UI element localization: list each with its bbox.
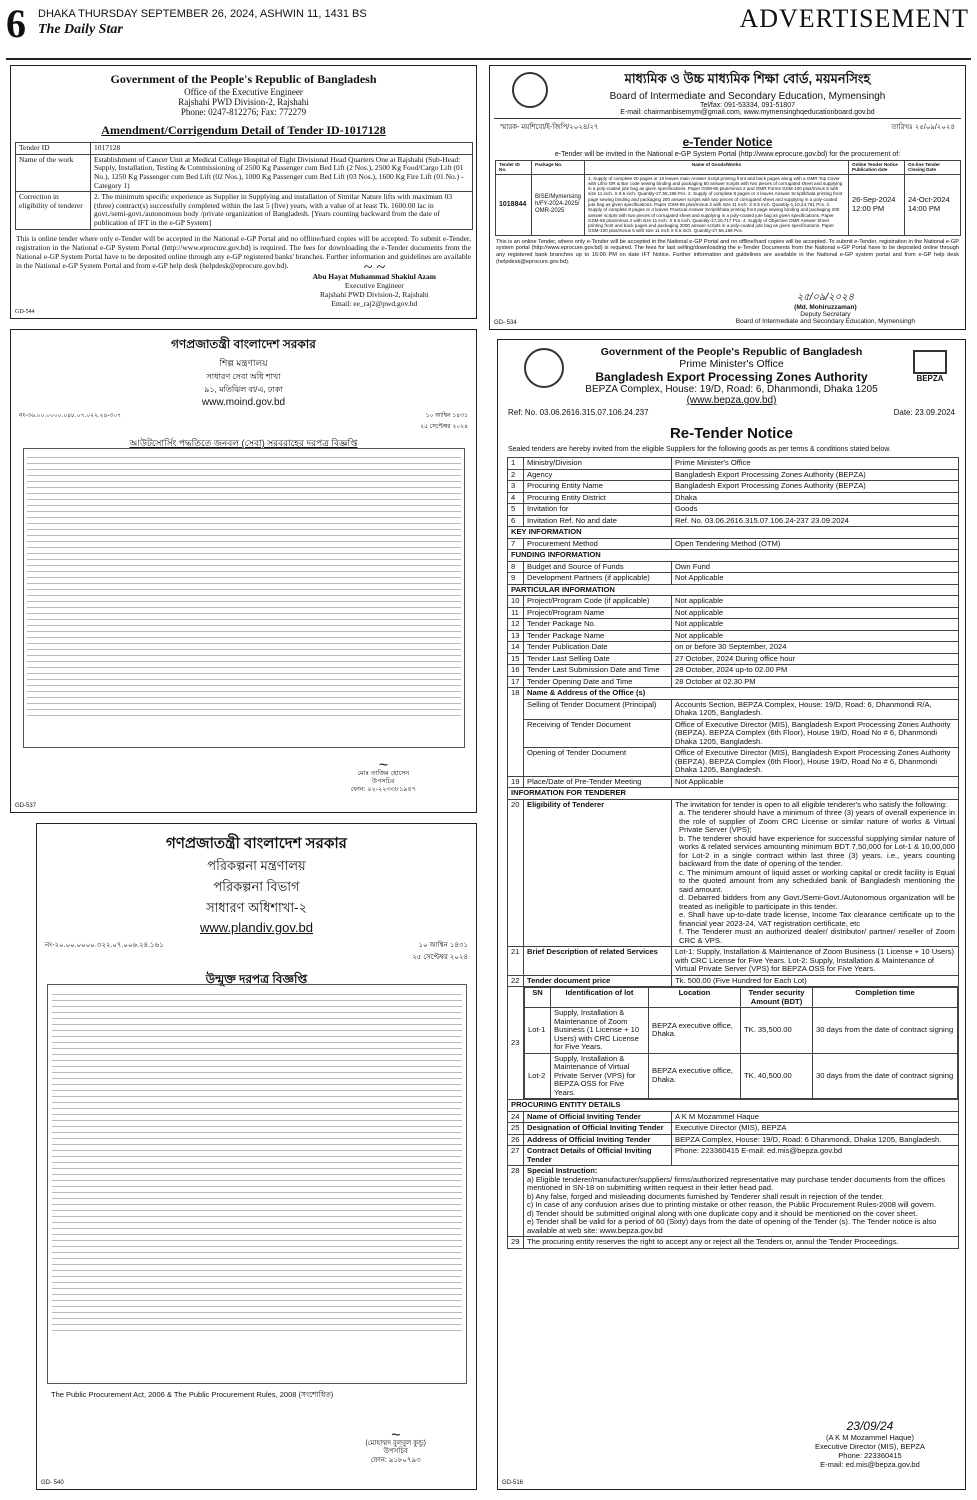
row-value: 2. The minimum specific experience as Supplier in Supplying and installation of Similar Nature lifts with maximum 03 (three) contract(s) successfully completed within the last 5 (five) years, with a value of at least Tk. 1600.00 lac in govt./semi-govt./autonomous body /private organization of Bangladesh. [Years counting backward from the date of publication of IFT in the e-GP System] xyxy=(91,192,473,230)
bepza-tender-table xyxy=(507,457,959,1249)
row-value: The procuring entity reserves the right to accept any or reject all the Tenders or, annul the Tender Proceedings. xyxy=(524,1237,959,1249)
row-value: 28 October, 2024 up-to 02.00 PM xyxy=(672,665,959,677)
row-number: 6 xyxy=(508,515,524,527)
table-row xyxy=(508,458,959,470)
table-row: 18 Name & Address of the Office (s) xyxy=(508,688,959,700)
ad-intro: Sealed tenders are hereby invited from the eligible Suppliers for the following goods as per terms & conditions stated below. xyxy=(508,446,891,453)
table-row: 29 The procuring entity reserves the right to accept any or reject all the Tenders or, annul the Tender Proceedings. xyxy=(508,1237,959,1249)
row-value: Bangladesh Export Processing Zones Authority (BEPZA) xyxy=(672,469,959,481)
ad-branch: সাধারণ সেবা অধি শাখা xyxy=(206,372,281,381)
row-number: 4 xyxy=(508,492,524,504)
row-value: 1017128 xyxy=(91,143,473,155)
date-bn: ১০ আশ্বিন ১৪৩১ xyxy=(418,942,468,949)
signature-block xyxy=(815,1419,925,1469)
instruction-item: c) In case of any confusion arises due to printing mistake or other reason, the Public Procurement Rules-2008 will govern. xyxy=(527,1200,937,1209)
row-value: Goods xyxy=(672,504,959,516)
row-key: Eligibility of Tenderer xyxy=(524,799,672,947)
row-number: 11 xyxy=(508,607,524,619)
ad-ref: Ref: No. 03.06.2616.315.07.106.24.237 xyxy=(508,408,649,417)
row-number: 2 xyxy=(508,469,524,481)
tender-id: 1018844 xyxy=(496,174,532,235)
table-row xyxy=(525,1008,958,1054)
row-key: Agency xyxy=(524,469,672,481)
table-row xyxy=(508,748,959,777)
sign-org: Board of Intermediate and Secondary Education, Mymensingh xyxy=(735,318,915,326)
table-row xyxy=(508,776,959,788)
eligibility-intro: The invitation for tender is open to all eligible tenderer's who satisfy the following: xyxy=(675,799,948,809)
sign-title: Deputy Secretary xyxy=(800,310,851,318)
header-rule xyxy=(6,58,971,60)
lot-location: BEPZA executive office, Dhaka. xyxy=(649,1008,741,1054)
sign-title: উপসচিব xyxy=(371,777,395,785)
ad-phone: Phone: 0247-812276; Fax: 772279 xyxy=(180,107,307,117)
row-key: Name of Official Inviting Tender xyxy=(524,1111,672,1123)
notice-title: e-Tender Notice xyxy=(682,135,773,149)
ad-code: GD-516 xyxy=(502,1480,524,1486)
row-key: Address of Official Inviting Tender xyxy=(524,1134,672,1146)
table-row xyxy=(508,1123,959,1135)
ad-division: Rajshahi PWD Division-2, Rajshahi xyxy=(178,97,309,107)
ad-note: This is online tender where only e-Tender will be accepted in the National e-GP Portal and no offline/hard copies will be accepted. To submit e-Tender, registration in the National e-GP System Portal (http://www.eprocure.gov.bd) is required. The fees for downloading the e-Tender documents from the National e-GP System Portal have to be deposited online through any e-GP registered banks' branches. Further information and guidelines are available in the National e-GP System Portal and from e-GP help desk (helpdesk@eprocure.gov.bd). xyxy=(16,233,471,270)
row-key: Procuring Entity Name xyxy=(524,481,672,493)
sign-title: উপসচিব xyxy=(383,1448,408,1456)
table-row xyxy=(508,1111,959,1123)
col-header: Online Tender Notice Publication date xyxy=(849,161,905,175)
ad-title: Re-Tender Notice xyxy=(669,425,794,442)
pub-date: 26-Sep-2024 12:00 PM xyxy=(849,174,905,235)
row-value: Not Applicable xyxy=(672,573,959,585)
eligibility-item: a. The tenderer should have a minimum of three (3) years of overall experience in the role of supplier of Zoom CRC License or similar nature of works & Virtual Private Server (VPS); xyxy=(679,808,955,834)
row-number: 1 xyxy=(508,458,524,470)
ad-address: ৯১, মতিঝিল বা/এ, ঢাকা xyxy=(204,385,283,394)
bepza-logo-icon xyxy=(913,350,947,374)
section-heading: PARTICULAR INFORMATION xyxy=(508,584,959,596)
board-title-bn: মাধ্যমিক ও উচ্চ মাধ্যমিক শিক্ষা বোর্ড, ময়মনসিংহ xyxy=(624,71,871,86)
col-header: SN xyxy=(525,988,551,1008)
lot-amount: TK. 40,500.00 xyxy=(741,1053,813,1099)
sign-phone: ফোন: ০২-২২৩৩৮১৯৫৭ xyxy=(350,785,416,793)
row-key: Tender Package No. xyxy=(524,619,672,631)
board-title-en: Board of Intermediate and Secondary Education, Mymensingh xyxy=(609,91,886,102)
table-row xyxy=(508,538,959,550)
lot-sn: Lot-2 xyxy=(525,1053,551,1099)
date-en: ২৫ সেপ্টেম্বর ২০২৪ xyxy=(412,954,468,961)
close-date: 24-Oct-2024 14:00 PM xyxy=(905,174,961,235)
table-row xyxy=(508,573,959,585)
dateline: DHAKA THURSDAY SEPTEMBER 26, 2024, ASHWIN 11, 1431 BS xyxy=(38,8,367,20)
row-key: Tender document price xyxy=(524,975,672,987)
table-row xyxy=(508,561,959,573)
row-value: Not Applicable xyxy=(672,776,959,788)
sign-title: Executive Director (MIS), BEPZA xyxy=(814,1442,925,1451)
signature-block xyxy=(736,292,915,326)
board-telfax: Tel/fax: 091-53334, 091-51807 xyxy=(700,102,795,109)
notice-intro: e-Tender will be invited in the National e-GP System Portal (http://www.eprocure.gov.bd) for the procurement of: xyxy=(554,151,901,158)
col-header: Tender ID No. xyxy=(496,161,532,175)
board-logo-icon xyxy=(512,72,548,108)
row-key: Tender Publication Date xyxy=(524,642,672,654)
row-number: 7 xyxy=(508,538,524,550)
eligibility-item: d. Debarred bidders from any Govt./Semi-Govt./Autonomous organization will be treated as ineligible to participate in this tender. xyxy=(679,893,955,911)
row-value: Not applicable xyxy=(672,619,959,631)
lot-completion: 30 days from the date of contract signing xyxy=(813,1053,958,1099)
row-value: Establishment of Cancer Unit at Medical College Hospital of Eight Divisional Head Quarters One at Rajshahi (Sub-Head: Supply, Installation, Testing & Commissioning of 2500 Kg Passenger cum Bed Lift (2 Nos.), 2500 Kg Food/Cargo Lift (01 No.), 1250 Kg Passenger cum Bed Lift (02 Nos.), 1000 Kg Passenger cum Bed Lift (03 Nos.), 1600 Kg Fire Lift (01 No.) - Category 1) xyxy=(91,154,473,192)
table-row xyxy=(508,630,959,642)
ad-org: Government of the People's Republic of Bangladesh xyxy=(110,72,377,86)
signature-mark: ~ ~ xyxy=(363,259,385,276)
ad-ministry: শিল্প মন্ত্রণালয় xyxy=(219,358,268,368)
sign-phone: ফোন: ৯১৮০৭৯৩ xyxy=(370,1456,421,1464)
table-row xyxy=(508,469,959,481)
row-value: Own Fund xyxy=(672,561,959,573)
table-row: 20 Eligibility of Tenderer The invitation for tender is open to all eligible tenderer's who satisfy the following: a. The tenderer should have a minimum of three (3) years of overall experience in the role of supplier of Zoom CRC License or similar nature of works & Virtual Private Server (VPS); b. The tenderer should have experience for successful supplying similar nature of works & related services amounting minimum BDT 7,50,000 for Lot-1 & 10,00,000 for Lot-2 in a single contract within last three (3) years. i.e., years counting backward from the date of opening of the tender. c. The minimum amount of liquid asset or working capital or credit facility is Equal to the quoted amount from any scheduled bank of Bangladesh mentioning the said amount. d. Debarred bidders from any Govt./Semi-Govt./Autonomous organization will be treated as ineligible to participate in this tender. e. Shall have up-to-date trade license, Income Tax clearance certificate up to the financial year 2023-24, VAT registration certificate, etc f. The Tenderer must an authorized dealer/ distributor/ partner/ reseller of Zoom CRC & VPS. xyxy=(508,799,959,947)
ad-division: পরিকল্পনা বিভাগ xyxy=(213,879,300,894)
table-row: 21 Brief Description of related Services Lot-1: Supply, Installation & Maintenance of Zoom Business (1 License + 10 Users) with CRC License for Five Years. Lot-2: Supply, Installation & Maintenance of Virtual Private Server (VPS) for BEPZA OSS for Five Years. xyxy=(508,947,959,976)
table-row xyxy=(508,676,959,688)
ad-title: Amendment/Corrigendum Detail of Tender ID-1017128 xyxy=(101,123,386,137)
row-key: Name & Address of the Office (s) xyxy=(524,688,959,700)
eligibility-item: e. Shall have up-to-date trade license, Income Tax clearance certificate up to the financial year 2023-24, VAT registration certificate, etc xyxy=(679,910,955,928)
table-row xyxy=(508,607,959,619)
ad-org: গণপ্রজাতন্ত্রী বাংলাদেশ সরকার xyxy=(166,835,347,852)
bepza-logo-text: BEPZA xyxy=(916,374,944,383)
ad-ministry: পরিকল্পনা মন্ত্রণালয় xyxy=(207,858,306,873)
table-row: 22 Tender document price Tk. 500.00 (Five Hundred for Each Lot) xyxy=(508,975,959,987)
row-value: A K M Mozammel Haque xyxy=(672,1111,959,1123)
row-value: Not applicable xyxy=(672,596,959,608)
lot-identification: Supply, Installation & Maintenance of Virtual Private Server (VPS) for BEPZA OSS for Five Years. xyxy=(551,1053,649,1099)
ad-web: www.moind.gov.bd xyxy=(201,397,286,408)
ad-memo: নং-২০.০০.০০০০.৩২২.০৭.০০৬.২৪.১৬১ xyxy=(45,942,164,949)
sign-office: Rajshahi PWD Division-2, Rajshahi xyxy=(319,290,429,299)
ad-bepza xyxy=(497,339,966,1490)
table-row xyxy=(508,596,959,608)
page-header xyxy=(0,0,977,62)
row-key: Special Instruction: xyxy=(527,1166,598,1175)
col-header: Identification of lot xyxy=(551,988,649,1008)
row-key: Tender Package Name xyxy=(524,630,672,642)
row-key: Project/Program Name xyxy=(524,607,672,619)
ad-web: (www.bepza.gov.bd) xyxy=(686,395,777,406)
row-number: 9 xyxy=(508,573,524,585)
instruction-item: a) Eligible tenderer/manufacturer/suppliers/ firms/authorized representative may purchase tender documents from the offices mentioned in SN-18 on submitting written request in their letter head pad. xyxy=(527,1174,946,1192)
col-header: Name of Goods/Works xyxy=(585,161,849,175)
table-row xyxy=(508,1146,959,1166)
table-row xyxy=(525,1053,958,1099)
signature-block: ~ (মোহাম্মদ বুলবুল কুন্ডু) উপসচিব ফোন: ৯১৮০৭৯৩ xyxy=(365,1427,426,1464)
row-key: Invitation for xyxy=(524,504,672,516)
package-no: BISE/Mymensing h/FY-2024-2025/ OMR-2025 xyxy=(532,174,585,235)
lot-location: BEPZA executive office, Dhaka. xyxy=(649,1053,741,1099)
row-key: Tender Opening Date and Time xyxy=(524,676,672,688)
section-heading: KEY INFORMATION xyxy=(508,527,959,539)
ad-branch: সাধারণ অধিশাখা-২ xyxy=(206,900,307,915)
bepza-logo xyxy=(913,350,947,383)
row-number: 10 xyxy=(508,596,524,608)
row-value: Dhaka xyxy=(672,492,959,504)
sign-phone: Phone: 223360415 xyxy=(838,1451,902,1460)
row-key: Place/Date of Pre-Tender Meeting xyxy=(524,776,672,788)
section-heading: FUNDING INFORMATION xyxy=(508,550,959,562)
row-key: Designation of Official Inviting Tender xyxy=(524,1123,672,1135)
col-header: Completion time xyxy=(813,988,958,1008)
row-key: Tender Last Selling Date xyxy=(524,653,672,665)
col-header: Package No. xyxy=(532,161,585,175)
ad-office: Prime Minister's Office xyxy=(679,358,784,370)
eligibility-item: c. The minimum amount of liquid asset or working capital or credit facility is Equal to the quoted amount from any scheduled bank of Bangladesh mentioning the said amount. xyxy=(679,867,955,894)
table-row xyxy=(508,492,959,504)
ad-code: GD- 534 xyxy=(494,320,517,326)
row-value: Office of Executive Director (MIS), Bangladesh Export Processing Zones Authority (BEPZA). BEPZA Complex (6th Floor), House 19/D, Road No # 6, Dhanmondi Dhaka 1205, Bangladesh. xyxy=(672,719,959,748)
row-value: 27 October, 2024 During office hour xyxy=(672,653,959,665)
row-number: 3 xyxy=(508,481,524,493)
row-key: Tender ID xyxy=(16,143,91,155)
row-number: 26 xyxy=(508,1134,524,1146)
row-key: Budget and Source of Funds xyxy=(524,561,672,573)
row-number: 27 xyxy=(508,1146,524,1166)
row-key: Development Partners (if applicable) xyxy=(524,573,672,585)
table-row xyxy=(508,665,959,677)
row-key: Correction in eligibility of tenderer xyxy=(16,192,91,230)
row-key: Selling of Tender Document (Principal) xyxy=(524,699,672,719)
page-number: 6 xyxy=(6,1,26,46)
board-note: This is an online Tender, where only e-Tender will be accepted in the National e-GP Portal and no offline/hard copies will be accepted. To submit e-Tender, registration in the National e-GP system portal (http://www.eprocure.gov.bd) is required. The fees for last selling/downloading the e-Tender Documents from the National e-GP Portal have to be deposited online through any registered bank branches up to 16:00 PM on date IFT Notice. Further information and guidelines are available in the National e-GP system portal and from e-GP help desk (helpdesk@eprocure.gov.bd). xyxy=(496,238,959,265)
ad-rajshahi-pwd xyxy=(10,65,477,319)
instruction-item: b) Any false, forged and misleading documents furnished by Tenderer shall result in rejection of the tender. xyxy=(527,1191,884,1201)
row-key: Ministry/Division xyxy=(524,458,672,470)
sign-email: E-mail: ed.mis@bepza.gov.bd xyxy=(820,1460,920,1469)
row-value: BEPZA Complex, House: 19/D, Road: 6 Dhanmondi, Dhaka 1205, Bangladesh. xyxy=(672,1134,959,1146)
section-title: ADVERTISEMENT xyxy=(739,4,969,33)
table-row xyxy=(508,653,959,665)
row-number: 12 xyxy=(508,619,524,631)
board-email: E-mail: chairmanbisemym@gmail.com, www.mymensinghqeducationboard.gov.bd xyxy=(620,109,875,116)
row-value: Phone: 223360415 E-mail: ed.mis@bepza.gov.bd xyxy=(672,1146,959,1166)
table-row xyxy=(508,1134,959,1146)
table-row xyxy=(508,719,959,748)
ad-planning-division xyxy=(36,823,477,1490)
row-key: Invitation Ref. No and date xyxy=(524,515,672,527)
lot-amount: TK. 35,500.00 xyxy=(741,1008,813,1054)
row-value: Bangladesh Export Processing Zones Authority (BEPZA) xyxy=(672,481,959,493)
table-row xyxy=(16,154,473,192)
table-row xyxy=(496,174,961,235)
row-value: Accounts Section, BEPZA Complex, House: 19/D, Road: 6, Dhanmondi R/A, Dhaka 1205, Bangladesh. xyxy=(672,699,959,719)
row-value: 28 October at 02.30 PM xyxy=(672,676,959,688)
government-logo-icon xyxy=(524,348,564,388)
row-number: 24 xyxy=(508,1111,524,1123)
instruction-item: d) Tender should be submitted original along with one duplicate copy and it should be mentioned on the cover sheet. xyxy=(527,1208,918,1218)
ad-web: www.plandiv.gov.bd xyxy=(200,920,313,935)
board-date: তারিখঃ ২৫/০৯/২০২৪ xyxy=(891,124,955,131)
sign-date: 23/09/24 xyxy=(846,1418,894,1433)
lot-identification: Supply, Installation & Maintenance of Zoom Business (1 License + 10 Users) with CRC License for Five Years. xyxy=(551,1008,649,1054)
signature-block: ~ মোঃ তাজিম হোসেন উপসচিব ফোন: ০২-২২৩৩৮১৯৫৭ xyxy=(350,757,416,793)
bangla-table xyxy=(47,984,467,1384)
row-number: 17 xyxy=(508,676,524,688)
row-value: Office of Executive Director (MIS), Bangladesh Export Processing Zones Authority (BEPZA). BEPZA Complex (6th Floor), House 19/D, Road No # 6, Dhanmondi Dhaka 1205, Bangladesh. xyxy=(672,748,959,777)
ad-law: The Public Procurement Act, 2006 & The Public Procurement Rules, 2008 (সংশোধিত) xyxy=(51,1390,334,1399)
ad-memo: নং-৩৬.০০.০০০০.০৪৮.০৭.০২২.২৪-৩০৭ xyxy=(19,413,122,419)
row-number: 15 xyxy=(508,653,524,665)
table-row xyxy=(508,619,959,631)
table-row xyxy=(16,192,473,230)
row-value: Ref. No. 03.06.2616.315.07.106.24-237 23.09.2024 xyxy=(672,515,959,527)
row-value: Open Tendering Method (OTM) xyxy=(672,538,959,550)
sign-title: Executive Engineer xyxy=(344,281,404,290)
ad-title: আউটসোর্সিং পদ্ধতিতে জনবল (সেবা) সরবরাহের দরপত্র বিজ্ঞপ্তি xyxy=(129,438,358,448)
row-number: 5 xyxy=(508,504,524,516)
row-key: Receiving of Tender Document xyxy=(524,719,672,748)
row-key: Contract Details of Official Inviting Tender xyxy=(524,1146,672,1166)
row-number: 19 xyxy=(508,776,524,788)
row-key: Brief Description of related Services xyxy=(524,947,672,976)
table-row xyxy=(508,481,959,493)
row-key: Opening of Tender Document xyxy=(524,748,672,777)
row-value: Not applicable xyxy=(672,630,959,642)
lot-sn: Lot-1 xyxy=(525,1008,551,1054)
sign-name: (A K M Mozammel Haque) xyxy=(826,1433,914,1442)
row-value: Lot-1: Supply, Installation & Maintenance of Zoom Business (1 License + 10 Users) with CRC License for Five Years. Lot-2: Supply, Installation & Maintenance of Virtual Private Server (VPS) for BEPZA OSS for Five Years. xyxy=(672,947,959,976)
instruction-item: e) Tender shall be valid for a period of 60 (Sixty) days from the date of opening of the Tender (s). The Tender notice is also available at web site: www.bepza.gov.bd xyxy=(527,1217,937,1235)
table-row xyxy=(508,642,959,654)
row-key: Project/Program Code (if applicable) xyxy=(524,596,672,608)
col-header: Tender security Amount (BDT) xyxy=(741,988,813,1008)
board-tender-table xyxy=(495,160,961,236)
table-row xyxy=(16,143,473,155)
date-bn: ১০ আশ্বিন ১৪৩১ xyxy=(425,413,468,419)
row-number: 14 xyxy=(508,642,524,654)
goods-description: 1. Supply of complete 20 pages or 10 leaves main Answer Script printing front and back pages along with a OMR Top Cover with Litho OR & Bar code sewing binding and packaging 50 answer scripts with two pieces of corrugated sheet and supplying in a poly-coated jute bag as given specifications. Paper GSM-65 plus/minus 2 and OMR Forms GSM-100 plus/minus 5 with size 11 inch. X 8.5 inch. Quantity-27,56,196 Pcs. 2. Supply of complete 8 pages or 4 leaves Answer Script/khata printing front page sewing binding and packaging 200 answer scripts with two pieces of corrugated sheet and supplying in a poly-coated jute bag as given specifications. Paper GSM-65 plus/minus 2 with size 11 inch. X 8.5 inch. Quantity-1,10,24,781 Pcs. 3. Supply of complete 8 pages or 4 leaves Practical Answer Script/khata printing front page sewing binding and packaging 200 answer scripts with two pieces of corrugated sheet and supplying in a poly-coated jute bag as given specifications. Paper GSM-65 plus/minus 2 with size 11 inch. X 8.5 inch. Quantity-17,20,717 Pcs. 4. Supply of Objective OMR Answer Sheet printing front and back pages and packaging 2000 answer scripts in a poly-coated jute bag as given specifications. Paper GSM-100 plus/minus 5 with size 11 inch X 8.5 inch. Quantity-27,56,196 Pcs. xyxy=(585,174,849,235)
lot-completion: 30 days from the date of contract signing xyxy=(813,1008,958,1054)
row-number: 16 xyxy=(508,665,524,677)
table-row xyxy=(508,699,959,719)
section-heading: INFORMATION FOR TENDERER xyxy=(508,788,959,800)
row-number: 25 xyxy=(508,1123,524,1135)
ad-code: GD-544 xyxy=(15,309,35,315)
board-memo: স্মারক- ময়শিবো/ই-জিপি/২০২৪/২৭ xyxy=(500,124,599,131)
row-value: Tk. 500.00 (Five Hundred for Each Lot) xyxy=(672,975,959,987)
sign-name: (Md. Mohiruzzaman) xyxy=(794,303,857,311)
newspaper-name: The Daily Star xyxy=(38,22,123,37)
ad-ministry-industries xyxy=(10,329,477,813)
ad-title: উন্মুক্ত দরপত্র বিজ্ঞপ্তি xyxy=(205,972,308,986)
row-key: Procuring Entity District xyxy=(524,492,672,504)
ad-code: GD- 540 xyxy=(41,1480,64,1486)
ad-office: Office of the Executive Engineer xyxy=(184,87,303,97)
lot-table xyxy=(524,987,958,1099)
row-number: 8 xyxy=(508,561,524,573)
ad-org: গণপ্রজাতন্ত্রী বাংলাদেশ সরকার xyxy=(171,337,316,351)
sign-email: Email: ee_raj2@pwd.gov.bd xyxy=(331,299,418,308)
sign-name: (মোহাম্মদ বুলবুল কুন্ডু) xyxy=(365,1440,426,1447)
ad-authority: Bangladesh Export Processing Zones Authority xyxy=(595,370,868,384)
ad-org: Government of the People's Republic of Bangladesh xyxy=(600,346,863,358)
sign-date: ২৫/০৯/২০২৪ xyxy=(796,292,855,303)
section-heading: PROCURING ENTITY DETAILS xyxy=(508,1100,959,1112)
signature-block xyxy=(313,258,436,308)
ad-code: GD-537 xyxy=(15,803,37,809)
row-value: Prime Minister's Office xyxy=(672,458,959,470)
bangla-table xyxy=(23,448,465,748)
table-row xyxy=(508,515,959,527)
row-value: on or before 30 September, 2024 xyxy=(672,642,959,654)
table-row xyxy=(508,504,959,516)
row-key: Name of the work xyxy=(16,154,91,192)
table-row: 28 Special Instruction: a) Eligible tenderer/manufacturer/suppliers/ firms/authorized representative may purchase tender documents from the offices mentioned in SN-18 on submitting written request in their letter head pad. b) Any false, forged and misleading documents furnished by Tenderer shall result in rejection of the tender. c) In case of any confusion arises due to printing mistake or other reason, the Public Procurement Rules-2008 will govern. d) Tender should be submitted original along with one duplicate copy and it should be mentioned on the cover sheet. e) Tender shall be valid for a period of 60 (Sixty) days from the date of opening of the Tender (s). The Tender notice is also available at web site: www.bepza.gov.bd xyxy=(508,1166,959,1237)
ad-date: Date: 23.09.2024 xyxy=(893,408,955,417)
row-number: 13 xyxy=(508,630,524,642)
eligibility-item: f. The Tenderer must an authorized dealer/ distributor/ partner/ reseller of Zoom CRC & VPS. xyxy=(679,927,955,945)
col-header: Location xyxy=(649,988,741,1008)
sign-name: Abu Hayat Muhammad Shakiul Azam xyxy=(312,272,436,281)
sign-name: মোঃ তাজিম হোসেন xyxy=(357,770,410,777)
tender-table xyxy=(15,142,473,230)
row-value: Not applicable xyxy=(672,607,959,619)
ad-address: BEPZA Complex, House: 19/D, Road: 6, Dhanmondi, Dhaka 1205 xyxy=(585,384,878,395)
row-value: Executive Director (MIS), BEPZA xyxy=(672,1123,959,1135)
col-header: On-line Tender Closing Date xyxy=(905,161,961,175)
row-key: Tender Last Submission Date and Time xyxy=(524,665,672,677)
row-key: Procurement Method xyxy=(524,538,672,550)
ad-mymensingh-board xyxy=(489,65,966,330)
date-en: ২৫ সেপ্টেম্বর ২০২৪ xyxy=(420,424,468,430)
eligibility-item: b. The tenderer should have experience for successful supplying similar nature of works & related services amounting minimum BDT 7,50,000 for Lot-1 & 10,00,000 for Lot-2 in a single contract within last three (3) years. i.e., years counting backward from the date of opening of the tender. xyxy=(679,833,955,868)
table-row: 23 SN Identification of lot Location Tender security Amount (BDT) Completion time Lot-1 Supply, Installation & Maintenance of Zoom Business (1 License + 10 Users) with CRC License for Five Years. BEPZA executive office, Dhaka. TK. 35,500.00 30 days from the date of contract signing Lot-2 Supply, Installation & Maintenance of Virtual Private Server (VPS) for BEPZA OSS for Five Years. BEPZA executive office, Dhaka. TK. 40,500.00 30 days from the date of contract signing xyxy=(508,987,959,1100)
